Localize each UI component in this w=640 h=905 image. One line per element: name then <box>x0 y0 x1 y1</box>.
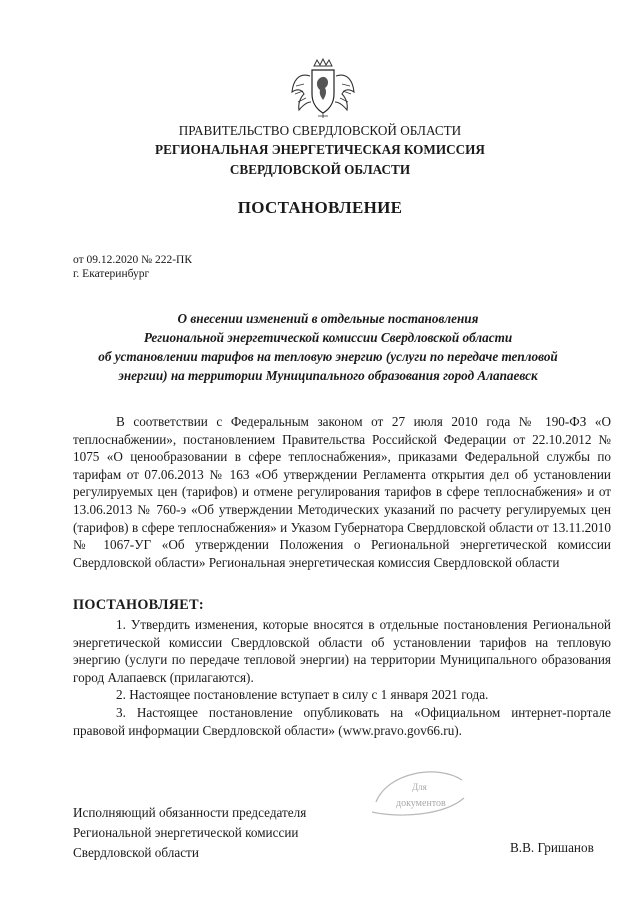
signatory-name: В.В. Гришанов <box>510 840 594 855</box>
decree-word: ПОСТАНОВЛЯЕТ: <box>73 597 204 613</box>
document-type-title: ПОСТАНОВЛЕНИЕ <box>237 198 403 217</box>
subject-line: энергии) на территории Муниципального образования город Алапаевск <box>118 368 538 383</box>
stamp-mark <box>368 762 468 818</box>
coat-of-arms-icon <box>290 58 356 120</box>
signatory-position: Исполняющий обязанности председателя <box>73 805 307 820</box>
subject-line: Региональной энергетической комиссии Свердловской области <box>143 330 513 345</box>
document-subject <box>72 309 584 385</box>
document-date-number: от 09.12.2020 № 222-ПК <box>73 254 193 266</box>
decree-items <box>73 616 611 739</box>
signatory-position: Свердловской области <box>73 845 199 860</box>
commission-name: РЕГИОНАЛЬНАЯ ЭНЕРГЕТИЧЕСКАЯ КОМИССИЯ <box>155 142 485 157</box>
preamble-paragraph: В соответствии с Федеральным законом от 27 июля 2010 года № 190-ФЗ «О теплоснабжении», постановлением Правительства Российской Федерации от 22.10.2012 № 1075 «О ценообразовании в сфере теплоснабжения», приказами Федеральной службы по тарифам от 07.06.2013 № 163 «Об утверждении Регламента открытия дел об установлении регулируемых цен (тарифов) и отмене регулирования тарифов в сфере теплоснабжения» и от 13.06.2013 № 760-э «Об утверждении Методических указаний по расчету регулируемых цен (тарифов) в сфере теплоснабжения» и Указом Губернатора Свердловской области от 13.11.2010 № 1067-УГ «Об утверждении Положения о Региональной энергетической комиссии Свердловской области» Региональная энергетическая комиссия Свердловской области <box>73 414 611 570</box>
signatory-block <box>73 803 306 863</box>
government-name: ПРАВИТЕЛЬСТВО СВЕРДЛОВСКОЙ ОБЛАСТИ <box>178 123 462 138</box>
subject-line: О внесении изменений в отдельные постановления <box>177 311 479 326</box>
signatory-position: Региональной энергетической комиссии <box>73 825 299 840</box>
subject-line: об установлении тарифов на тепловую энергию (услуги по передаче тепловой <box>98 349 558 364</box>
stamp-text: Для <box>412 782 427 792</box>
decree-item: 3. Настоящее постановление опубликовать на «Официальном интернет-портале правовой информации Свердловской области» (www.pravo.gov66.ru). <box>73 704 611 738</box>
decree-item: 2. Настоящее постановление вступает в силу с 1 января 2021 года. <box>116 687 489 703</box>
commission-region: СВЕРДЛОВСКОЙ ОБЛАСТИ <box>229 162 411 177</box>
stamp-text: документов <box>396 798 446 809</box>
document-city: г. Екатеринбург <box>73 268 150 280</box>
decree-item: 1. Утвердить изменения, которые вносятся в отдельные постановления Региональной энергетической комиссии Свердловской области об установлении тарифов на тепловую энергию (услуги по передаче тепловой энергии) на территории Муниципального образования город Алапаевск (прилагаются). <box>73 617 611 685</box>
